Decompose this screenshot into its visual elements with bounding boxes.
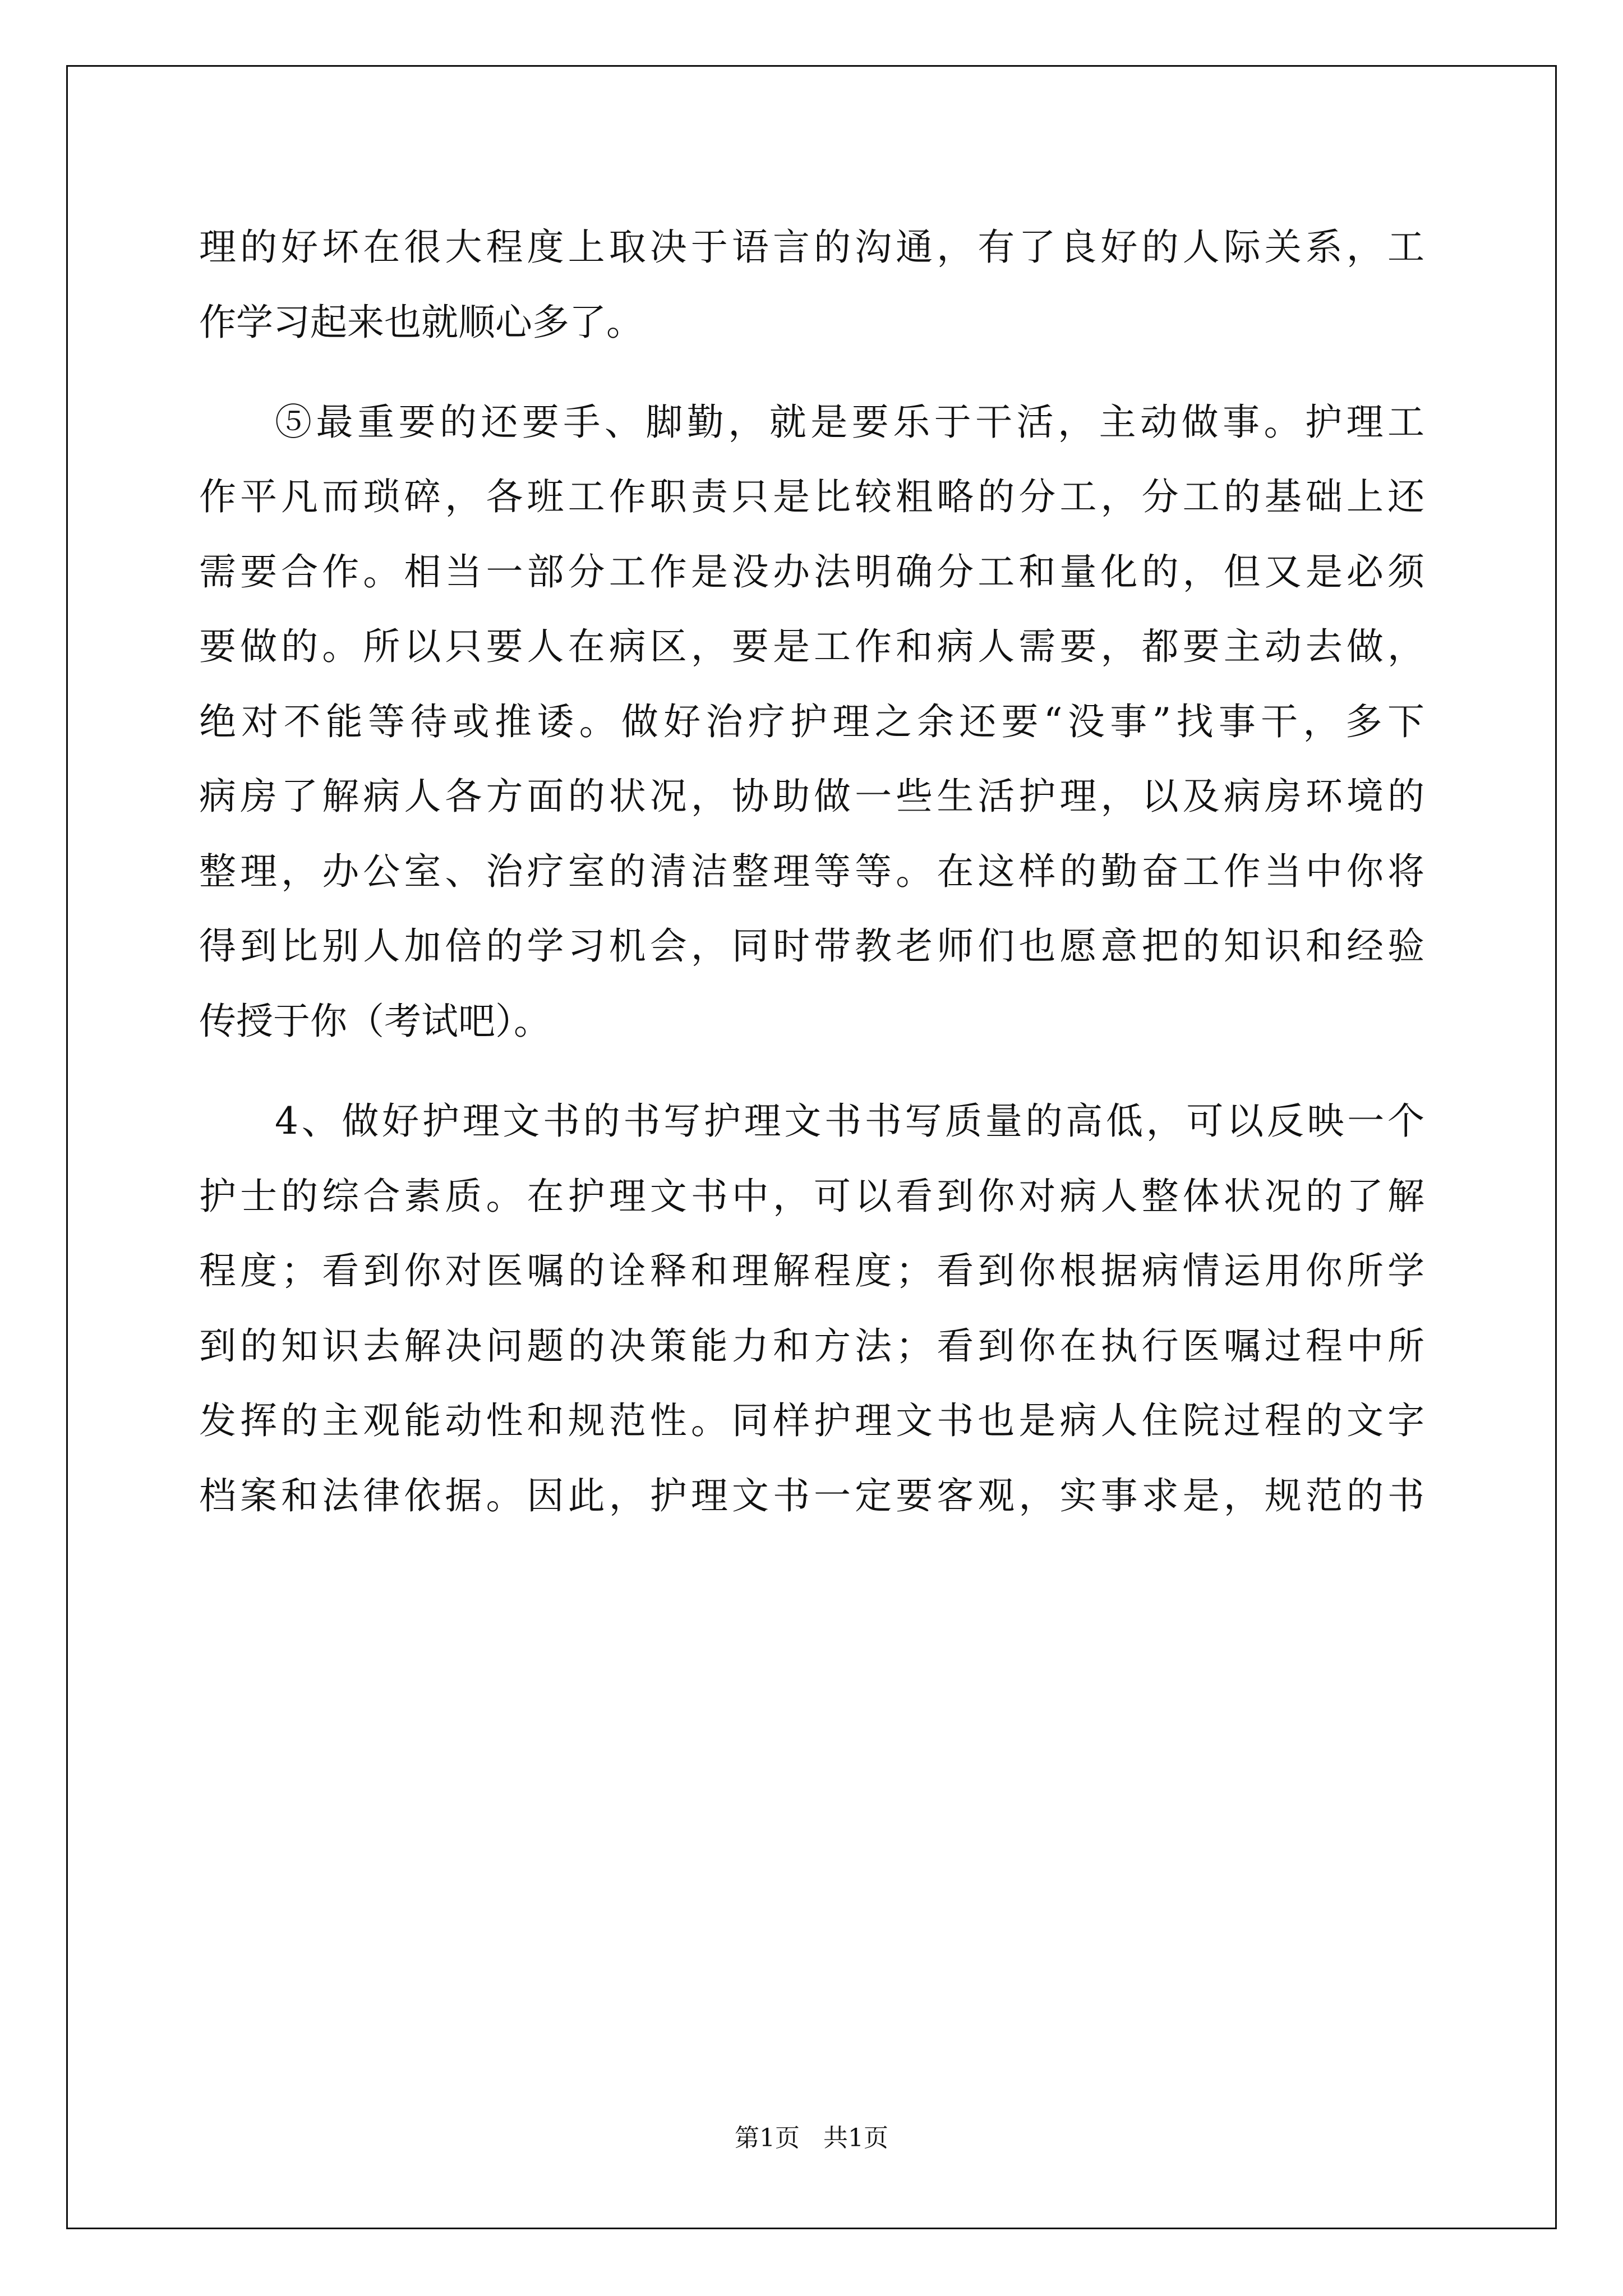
text-line: 病房了解病人各方面的状况，协助做一些生活护理，以及病房环境的 bbox=[199, 775, 1424, 818]
text-line: 作学习起来也就顺心多了。 bbox=[199, 301, 643, 344]
text-line: 要做的。所以只要人在病区，要是工作和病人需要，都要主动去做， bbox=[199, 625, 1424, 668]
text-line: ⑤最重要的还要手、脚勤，就是要乐于干活，主动做事。护理工 bbox=[275, 401, 1424, 444]
text-line: 档案和法律依据。因此，护理文书一定要客观，实事求是，规范的书 bbox=[199, 1474, 1424, 1517]
text-line: 作平凡而琐碎，各班工作职责只是比较粗略的分工，分工的基础上还 bbox=[199, 475, 1424, 518]
page-border bbox=[66, 65, 1557, 2229]
text-line: 整理，办公室、治疗室的清洁整理等等。在这样的勤奋工作当中你将 bbox=[199, 850, 1424, 893]
text-line: 4、做好护理文书的书写护理文书书写质量的高低，可以反映一个 bbox=[275, 1099, 1424, 1143]
text-line: 绝对不能等待或推诿。做好治疗护理之余还要“没事”找事干，多下 bbox=[199, 700, 1424, 743]
text-line: 到的知识去解决问题的决策能力和方法；看到你在执行医嘱过程中所 bbox=[199, 1324, 1424, 1368]
text-line: 发挥的主观能动性和规范性。同样护理文书也是病人住院过程的文字 bbox=[199, 1399, 1424, 1442]
text-line: 需要合作。相当一部分工作是没办法明确分工和量化的，但又是必须 bbox=[199, 550, 1424, 593]
text-line: 程度；看到你对医嘱的诠释和理解程度；看到你根据病情运用你所学 bbox=[199, 1249, 1424, 1292]
page-number: 第1页 共1页 bbox=[735, 2124, 888, 2152]
text-line: 护士的综合素质。在护理文书中，可以看到你对病人整体状况的了解 bbox=[199, 1175, 1424, 1218]
text-line: 传授于你（考试吧）。 bbox=[199, 1000, 551, 1043]
text-line: 理的好坏在很大程度上取决于语言的沟通，有了良好的人际关系，工 bbox=[199, 226, 1424, 269]
text-line: 得到比别人加倍的学习机会，同时带教老师们也愿意把的知识和经验 bbox=[199, 924, 1424, 968]
